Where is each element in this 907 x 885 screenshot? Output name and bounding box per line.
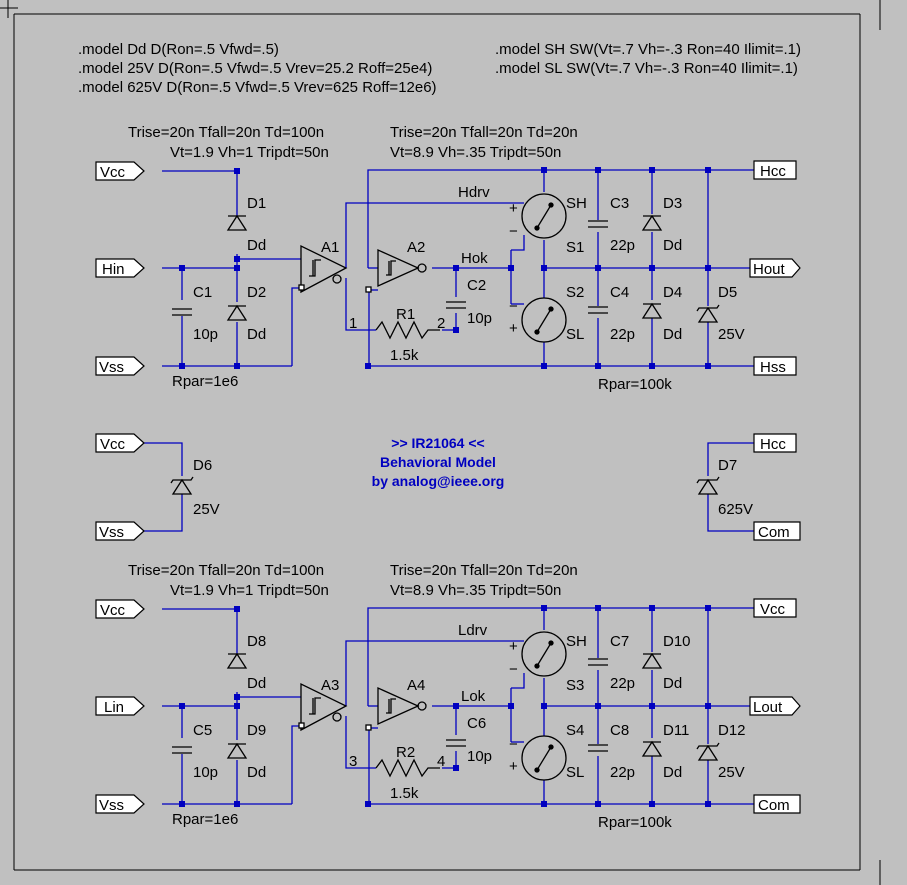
s1-label: S1 bbox=[566, 239, 585, 256]
r1-label: R1 bbox=[396, 306, 416, 323]
port-vcc bbox=[96, 600, 144, 619]
node-3: 3 bbox=[349, 753, 358, 770]
diode-d8 bbox=[228, 654, 246, 668]
ok-label: Hok bbox=[461, 250, 488, 267]
model-line: .model Dd D(Ron=.5 Vfwd=.5) bbox=[78, 41, 279, 58]
port-lout bbox=[750, 697, 800, 716]
rpar-out: Rpar=100k bbox=[598, 814, 672, 831]
s2-label: S2 bbox=[566, 284, 585, 301]
switch-s2 bbox=[522, 298, 566, 342]
d9-model: Dd bbox=[247, 764, 267, 781]
c7-value: 22p bbox=[610, 675, 636, 692]
switch-s4 bbox=[522, 736, 566, 780]
d2-model: Dd bbox=[247, 326, 267, 343]
rpar-in: Rpar=1e6 bbox=[172, 373, 239, 390]
high-side-channel bbox=[96, 124, 800, 393]
d3-model: Dd bbox=[663, 237, 683, 254]
model-line: .model 25V D(Ron=.5 Vfwd=.5 Vrev=25.2 Roff=25e4) bbox=[78, 60, 433, 77]
capacitor-c3 bbox=[588, 221, 608, 227]
port-vss bbox=[96, 357, 144, 376]
d4-model: Dd bbox=[663, 326, 683, 343]
svg-text:Hss: Hss bbox=[760, 359, 786, 376]
capacitor-c1 bbox=[172, 309, 192, 315]
model-line: .model 625V D(Ron=.5 Vfwd=.5 Vrev=625 Roff=12e6) bbox=[78, 79, 437, 96]
zener-d5 bbox=[697, 305, 719, 322]
esd-right bbox=[697, 434, 800, 541]
c1-value: 10p bbox=[193, 326, 219, 343]
switch-minus-sign: − bbox=[509, 736, 518, 753]
capacitor-c7 bbox=[588, 659, 608, 665]
port-com bbox=[754, 522, 800, 541]
c3-label: C3 bbox=[610, 195, 630, 212]
port-vss bbox=[96, 522, 144, 541]
diode-d10 bbox=[643, 654, 661, 668]
a-params-1: Trise=20n Tfall=20n Td=100n bbox=[128, 124, 325, 141]
svg-text:Vcc: Vcc bbox=[100, 602, 126, 619]
d11-label: D11 bbox=[663, 722, 690, 739]
port-com bbox=[754, 795, 800, 814]
b-params-1: Trise=20n Tfall=20n Td=20n bbox=[390, 124, 578, 141]
node-2: 2 bbox=[437, 315, 446, 332]
c5-value: 10p bbox=[193, 764, 219, 781]
svg-text:Com: Com bbox=[758, 524, 790, 541]
rpar-out: Rpar=100k bbox=[598, 376, 672, 393]
b-params-2: Vt=8.9 Vh=.35 Tripdt=50n bbox=[390, 144, 562, 161]
ok-label: Lok bbox=[461, 688, 486, 705]
resistor-r1 bbox=[376, 322, 440, 338]
d10-model: Dd bbox=[663, 675, 683, 692]
d5-model: 25V bbox=[718, 326, 745, 343]
port-vcc-out bbox=[754, 599, 796, 618]
diode-d11 bbox=[643, 742, 661, 756]
d11-model: Dd bbox=[663, 764, 683, 781]
c7-label: C7 bbox=[610, 633, 630, 650]
switch-minus-sign: − bbox=[509, 661, 518, 678]
model-subtitle: Behavioral Model bbox=[380, 454, 496, 470]
drv-label: Hdrv bbox=[458, 184, 490, 201]
c8-value: 22p bbox=[610, 764, 636, 781]
a1-label: A1 bbox=[321, 239, 340, 256]
node-1: 1 bbox=[349, 315, 358, 332]
port-vss bbox=[96, 795, 144, 814]
rpar-in: Rpar=1e6 bbox=[172, 811, 239, 828]
c3-value: 22p bbox=[610, 237, 636, 254]
switch-plus-sign: + bbox=[509, 758, 518, 775]
capacitor-c5 bbox=[172, 747, 192, 753]
d7-model: 625V bbox=[718, 501, 754, 518]
switch-s3 bbox=[522, 632, 566, 676]
a-params-2: Vt=1.9 Vh=1 Tripdt=50n bbox=[170, 582, 329, 599]
s3-label: S3 bbox=[566, 677, 585, 694]
c6-value: 10p bbox=[467, 748, 493, 765]
port-hin bbox=[96, 259, 144, 278]
inverter-a4 bbox=[366, 688, 426, 730]
d1-label: D1 bbox=[247, 195, 267, 212]
model-line: .model SH SW(Vt=.7 Vh=-.3 Ron=40 Ilimit=.1) bbox=[495, 41, 801, 58]
capacitor-c8 bbox=[588, 745, 608, 751]
switch-plus-sign: + bbox=[509, 200, 518, 217]
a-params-2: Vt=1.9 Vh=1 Tripdt=50n bbox=[170, 144, 329, 161]
svg-text:Hout: Hout bbox=[753, 261, 785, 278]
svg-text:Vss: Vss bbox=[99, 797, 125, 814]
r2-value: 1.5k bbox=[390, 785, 419, 802]
diode-d2 bbox=[228, 306, 246, 320]
svg-text:Hin: Hin bbox=[102, 261, 125, 278]
r2-label: R2 bbox=[396, 744, 416, 761]
resistor-r2 bbox=[376, 760, 440, 776]
d10-label: D10 bbox=[663, 633, 691, 650]
d12-model: 25V bbox=[718, 764, 745, 781]
capacitor-c4 bbox=[588, 307, 608, 313]
inverter-a2 bbox=[366, 250, 426, 292]
c4-value: 22p bbox=[610, 326, 636, 343]
switch-s1 bbox=[522, 194, 566, 238]
s1-model: SH bbox=[566, 195, 587, 212]
a3-label: A3 bbox=[321, 677, 340, 694]
port-vcc bbox=[96, 434, 144, 453]
svg-text:Hcc: Hcc bbox=[760, 436, 786, 453]
d6-model: 25V bbox=[193, 501, 220, 518]
switch-plus-sign: + bbox=[509, 638, 518, 655]
diode-d4 bbox=[643, 304, 661, 318]
svg-text:Hcc: Hcc bbox=[760, 163, 786, 180]
c2-label: C2 bbox=[467, 277, 487, 294]
capacitor-c2 bbox=[446, 302, 466, 308]
diode-d1 bbox=[228, 216, 246, 230]
d5-label: D5 bbox=[718, 284, 738, 301]
c8-label: C8 bbox=[610, 722, 630, 739]
switch-minus-sign: − bbox=[509, 298, 518, 315]
model-author: by analog@ieee.org bbox=[371, 473, 505, 489]
c2-value: 10p bbox=[467, 310, 493, 327]
d4-label: D4 bbox=[663, 284, 683, 301]
s3-model: SH bbox=[566, 633, 587, 650]
c6-label: C6 bbox=[467, 715, 487, 732]
switch-minus-sign: − bbox=[509, 223, 518, 240]
diode-d3 bbox=[643, 216, 661, 230]
s2-model: SL bbox=[566, 326, 585, 343]
d8-label: D8 bbox=[247, 633, 267, 650]
model-line: .model SL SW(Vt=.7 Vh=-.3 Ron=40 Ilimit=.1) bbox=[495, 60, 798, 77]
d12-label: D12 bbox=[718, 722, 746, 739]
svg-text:Vss: Vss bbox=[99, 524, 125, 541]
esd-left bbox=[96, 434, 220, 541]
d3-label: D3 bbox=[663, 195, 683, 212]
c4-label: C4 bbox=[610, 284, 630, 301]
a4-label: A4 bbox=[407, 677, 426, 694]
c1-label: C1 bbox=[193, 284, 213, 301]
port-hout bbox=[750, 259, 800, 278]
port-hcc bbox=[754, 161, 796, 180]
s4-label: S4 bbox=[566, 722, 585, 739]
d6-label: D6 bbox=[193, 457, 213, 474]
svg-text:Lin: Lin bbox=[104, 699, 125, 716]
low-side-channel bbox=[96, 562, 800, 831]
zener-d12 bbox=[697, 743, 719, 760]
port-vcc bbox=[96, 162, 144, 181]
a2-label: A2 bbox=[407, 239, 426, 256]
port-hss bbox=[754, 357, 796, 376]
d1-model: Dd bbox=[247, 237, 267, 254]
svg-text:Vcc: Vcc bbox=[760, 601, 786, 618]
d2-label: D2 bbox=[247, 284, 267, 301]
b-params-2: Vt=8.9 Vh=.35 Tripdt=50n bbox=[390, 582, 562, 599]
switch-plus-sign: + bbox=[509, 320, 518, 337]
d9-label: D9 bbox=[247, 722, 267, 739]
r1-value: 1.5k bbox=[390, 347, 419, 364]
svg-text:Com: Com bbox=[758, 797, 790, 814]
d7-label: D7 bbox=[718, 457, 738, 474]
s4-model: SL bbox=[566, 764, 585, 781]
port-hcc bbox=[754, 434, 796, 453]
drv-label: Ldrv bbox=[458, 622, 488, 639]
b-params-1: Trise=20n Tfall=20n Td=20n bbox=[390, 562, 578, 579]
node-4: 4 bbox=[437, 753, 446, 770]
model-title: >> IR21064 << bbox=[391, 435, 485, 451]
svg-text:Vcc: Vcc bbox=[100, 436, 126, 453]
c5-label: C5 bbox=[193, 722, 213, 739]
svg-text:Vcc: Vcc bbox=[100, 164, 126, 181]
a-params-1: Trise=20n Tfall=20n Td=100n bbox=[128, 562, 325, 579]
port-lin bbox=[96, 697, 144, 716]
capacitor-c6 bbox=[446, 740, 466, 746]
diode-d9 bbox=[228, 744, 246, 758]
d8-model: Dd bbox=[247, 675, 267, 692]
svg-text:Lout: Lout bbox=[753, 699, 783, 716]
svg-text:Vss: Vss bbox=[99, 359, 125, 376]
